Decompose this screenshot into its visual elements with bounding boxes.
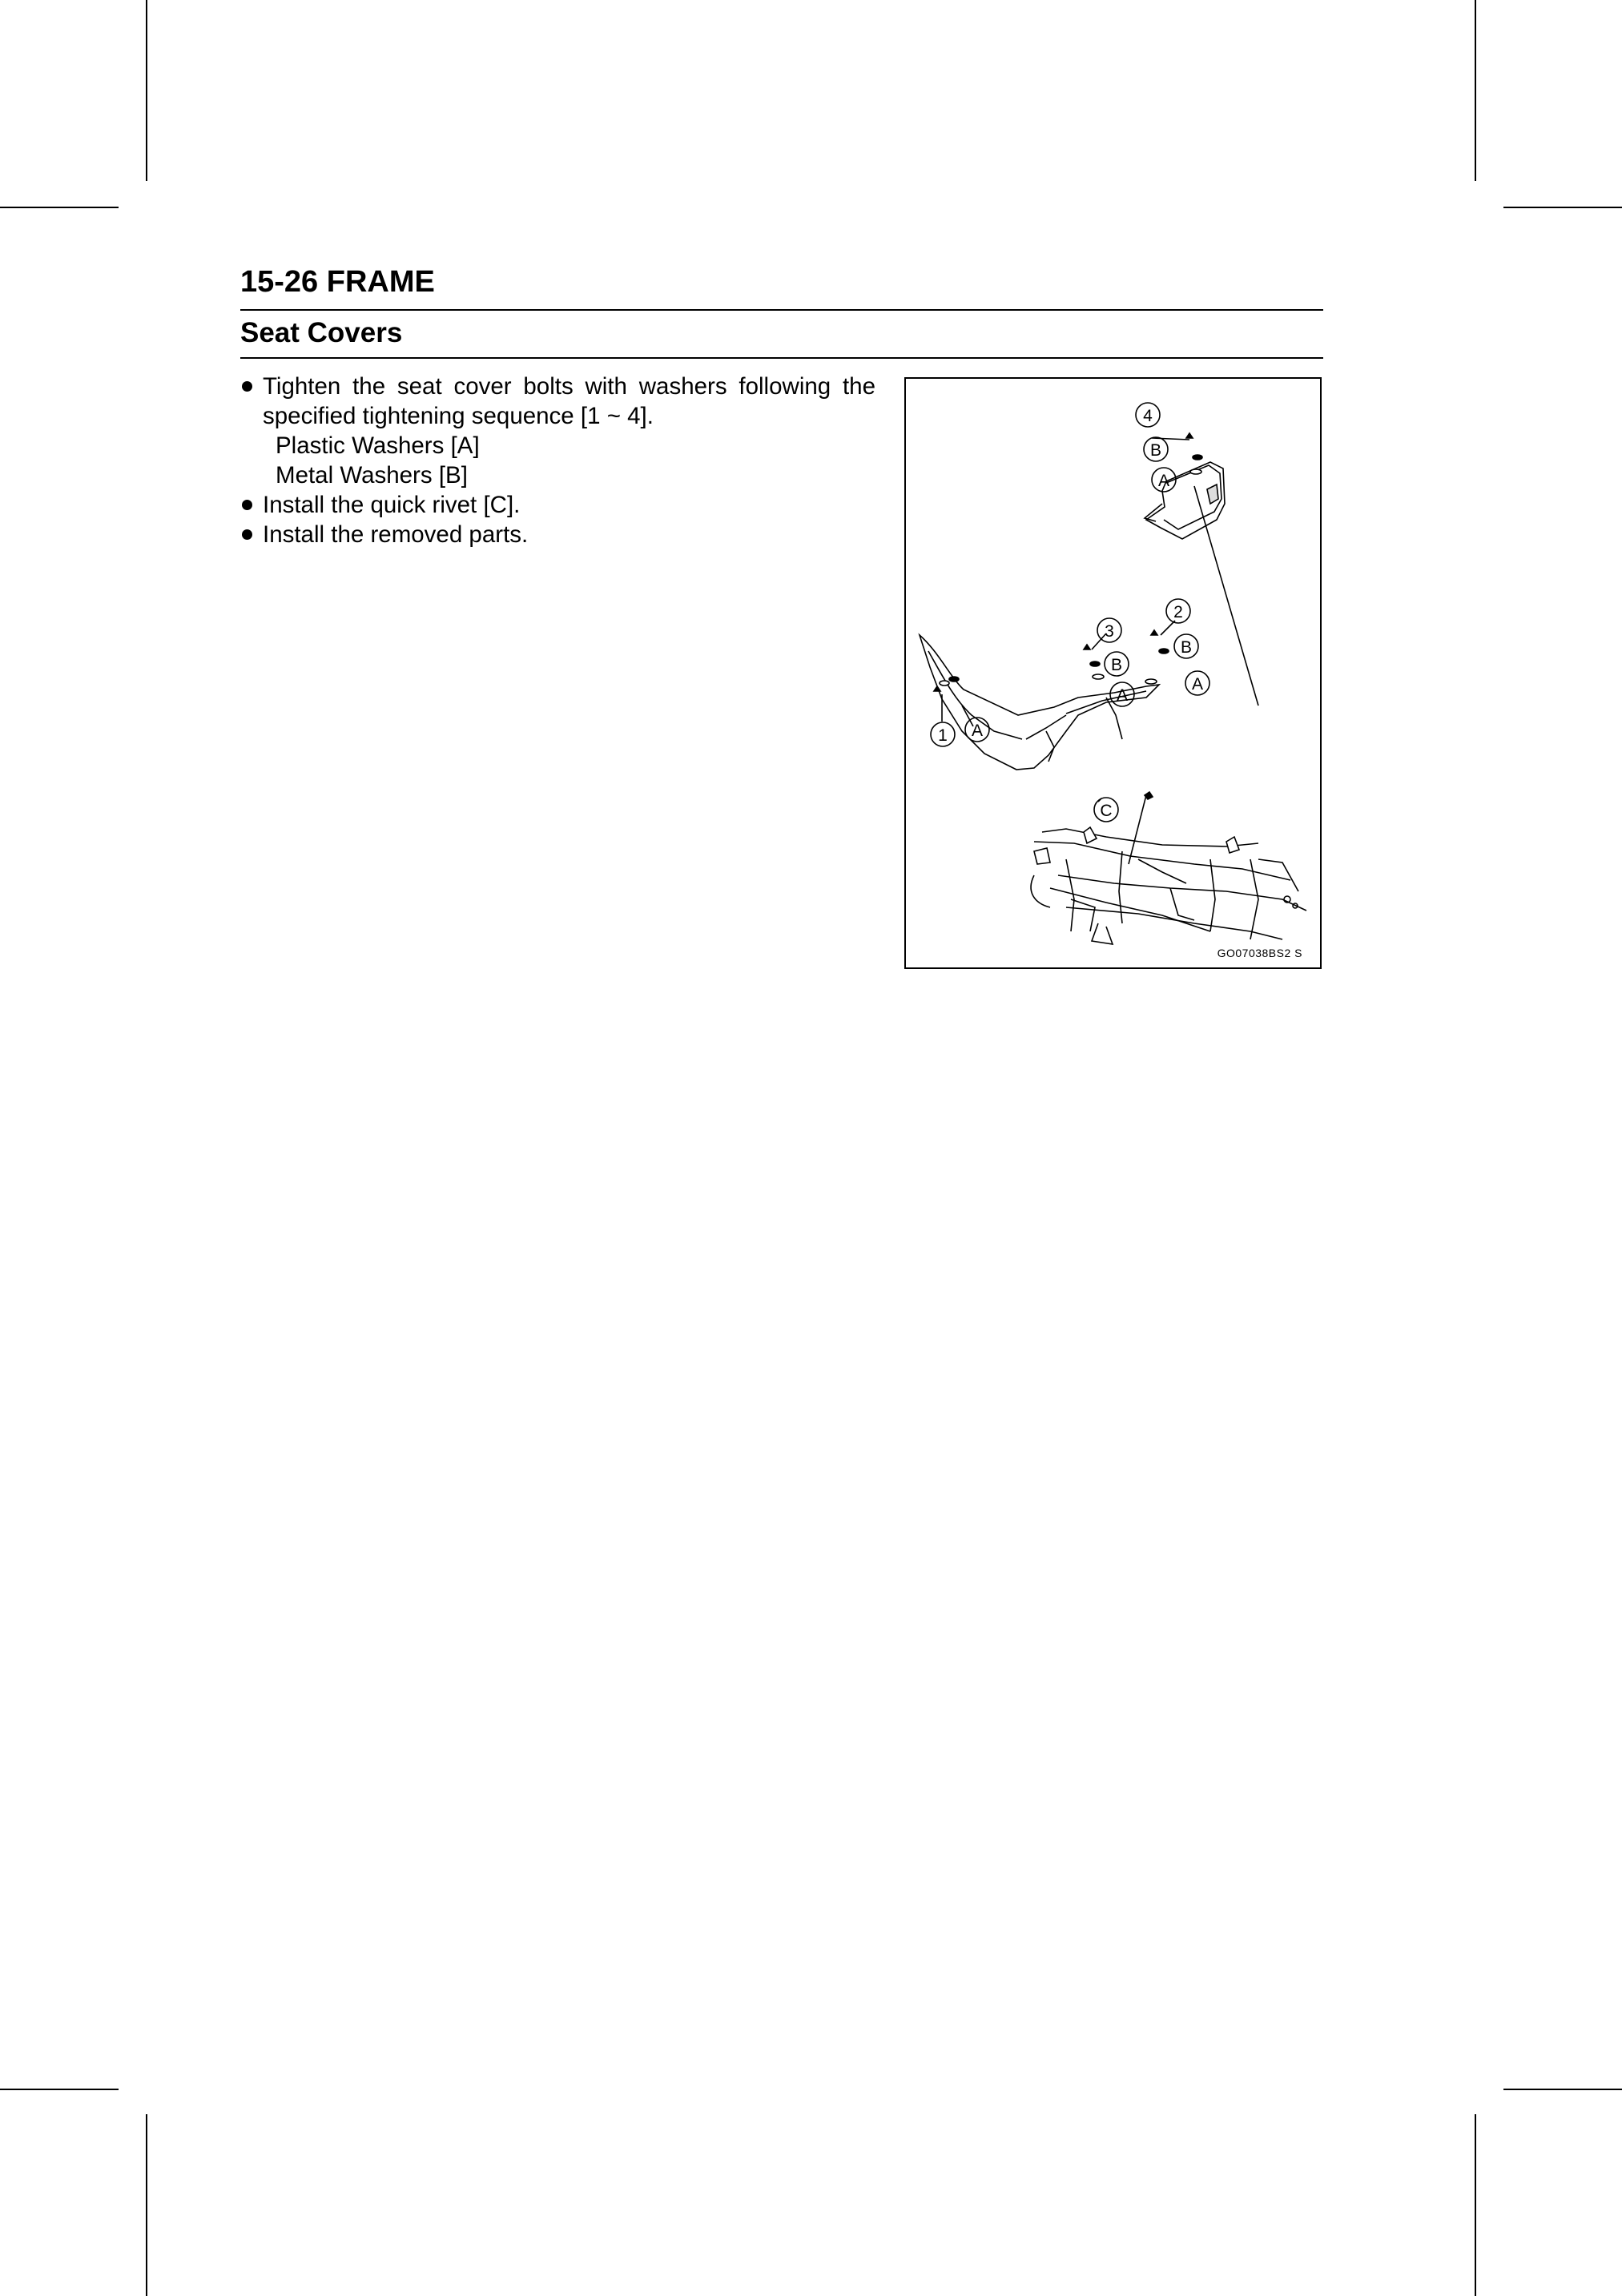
crop-mark-bottom-right-h	[1503, 2089, 1622, 2090]
instruction-step	[240, 372, 875, 431]
crop-mark-top-left	[146, 0, 147, 181]
seat-cover-diagram	[904, 377, 1322, 969]
crop-mark-bottom-left-h	[0, 2089, 119, 2090]
instruction-text	[240, 372, 875, 549]
figure-code: GO07038BS2 S	[1217, 947, 1302, 959]
crop-mark-top-right-h	[1503, 207, 1622, 208]
callout-label: B	[1180, 638, 1193, 657]
section-title: Seat Covers	[240, 317, 403, 348]
callout-label: 2	[1173, 603, 1183, 621]
crop-mark-bottom-right	[1475, 2114, 1476, 2296]
exploded-view-illustration	[906, 379, 1322, 969]
callout-label: 1	[938, 726, 948, 745]
callout-label: A	[1157, 472, 1170, 490]
sub-item-metal-washers: Metal Washers [B]	[276, 462, 468, 489]
callout-label: 3	[1105, 622, 1114, 641]
instruction-step	[240, 490, 875, 520]
crop-mark-bottom-left	[146, 2114, 147, 2296]
callout-label: C	[1100, 802, 1113, 820]
callout-label: A	[1191, 675, 1204, 694]
page-header	[240, 264, 1323, 359]
callout-label: A	[1116, 686, 1129, 705]
page-heading: 15-26 FRAME	[240, 265, 435, 299]
crop-mark-top-right	[1475, 0, 1476, 181]
callout-label: B	[1110, 656, 1123, 674]
callout-label: 4	[1143, 407, 1153, 425]
step-text: Tighten the seat cover bolts with washers following the specified tightening sequence [1 ~ 4].	[263, 373, 875, 429]
section-rule	[240, 357, 1323, 359]
sub-item-plastic-washers: Plastic Washers [A]	[276, 432, 480, 459]
frame-structure	[1031, 827, 1306, 944]
callout-label: B	[1149, 441, 1162, 460]
crop-mark-top-left-h	[0, 207, 119, 208]
callout-label: A	[971, 722, 984, 740]
step-text: Install the quick rivet [C].	[263, 492, 521, 518]
step-text: Install the removed parts.	[263, 521, 529, 548]
instruction-step	[240, 520, 875, 549]
